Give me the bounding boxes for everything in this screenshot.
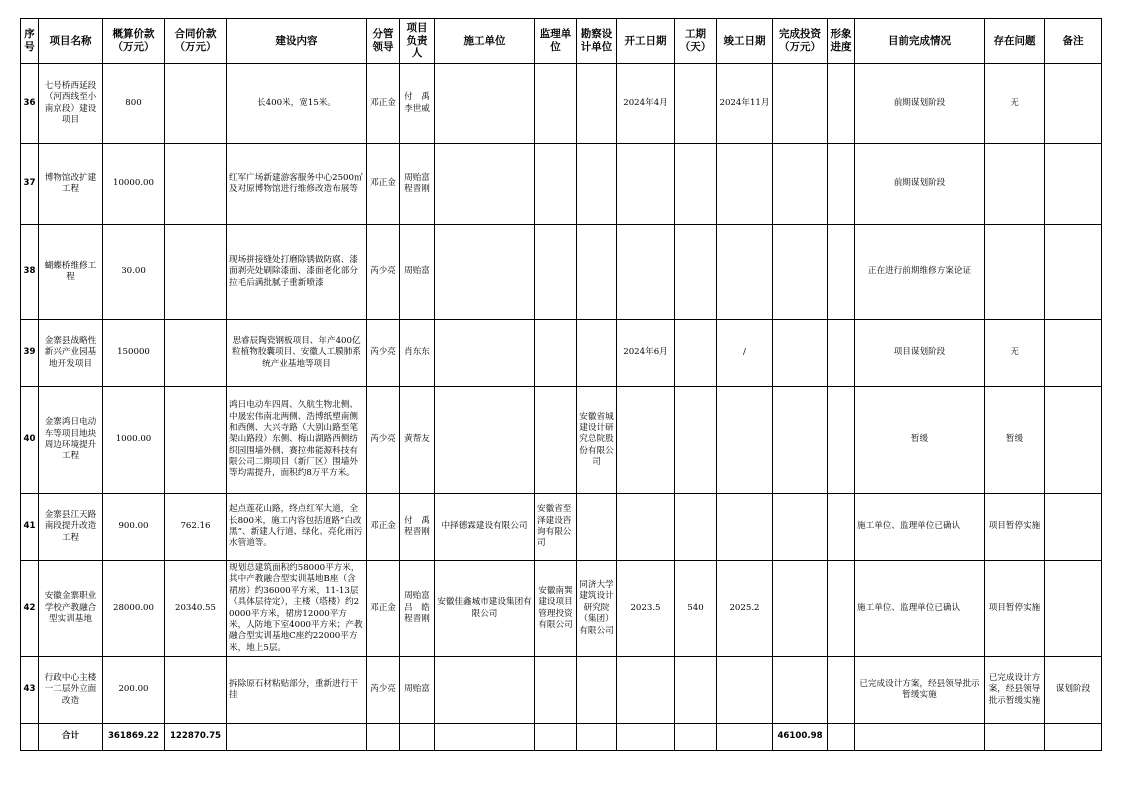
cell-budget: 900.00 [103,494,165,561]
cell-duration [675,320,717,387]
cell-budget: 10000.00 [103,144,165,225]
table-row [21,225,1102,320]
cell-budget: 200.00 [103,657,165,724]
cell-surveyor [577,657,617,724]
cell-status: 前期谋划阶段 [855,144,985,225]
cell-finish [717,657,773,724]
cell-invested [773,320,828,387]
cell-start: 2023.5 [617,561,675,657]
cell-remarks [1045,225,1102,320]
cell-budget: 1000.00 [103,387,165,494]
cell-seq: 42 [21,561,39,657]
cell-status: 暂缓 [855,387,985,494]
cell-duration [675,657,717,724]
table-row [21,144,1102,225]
cell-budget: 800 [103,64,165,144]
header-surveyor: 勘察设计单位 [577,19,617,64]
cell-name: 安徽金寨职业学校产教融合型实训基地 [39,561,103,657]
cell-duration [675,494,717,561]
total-contract: 122870.75 [165,724,227,751]
table-row [21,387,1102,494]
cell-progress [828,320,855,387]
cell-owner: 周贻富 吕 皓 程晋刚 [400,561,435,657]
table-row [21,657,1102,724]
cell-issues: 已完成设计方案，经县领导批示暂缓实施 [985,657,1045,724]
cell-seq: 40 [21,387,39,494]
cell-progress [828,494,855,561]
cell-owner [400,724,435,751]
header-name: 项目名称 [39,19,103,64]
cell-finish [717,225,773,320]
cell-duration [675,225,717,320]
cell-builder [435,387,535,494]
cell-status [855,724,985,751]
cell-name: 行政中心主楼一二层外立面改造 [39,657,103,724]
cell-progress [828,144,855,225]
cell-contract [165,64,227,144]
cell-contract: 762.16 [165,494,227,561]
total-label: 合计 [39,724,103,751]
cell-contract [165,387,227,494]
project-table [20,18,1102,751]
cell-owner: 周贻富 程晋刚 [400,144,435,225]
cell-status: 正在进行前期维修方案论证 [855,225,985,320]
cell-surveyor: 安徽省城建设计研究总院股份有限公司 [577,387,617,494]
cell-contract [165,225,227,320]
cell-contract [165,144,227,225]
cell-finish [717,387,773,494]
cell-issues: 暂缓 [985,387,1045,494]
cell-duration [675,387,717,494]
cell-remarks [1045,724,1102,751]
cell-status: 施工单位、监理单位已确认 [855,561,985,657]
cell-duration [675,144,717,225]
cell-remarks [1045,494,1102,561]
cell-name: 博物馆改扩建工程 [39,144,103,225]
cell-owner: 付 禹 李世威 [400,64,435,144]
header-budget: 概算价款（万元） [103,19,165,64]
header-leader: 分管领导 [367,19,400,64]
cell-contract [165,320,227,387]
header-duration: 工期（天） [675,19,717,64]
cell-surveyor [577,724,617,751]
cell-builder [435,724,535,751]
cell-seq: 36 [21,64,39,144]
cell-duration [675,724,717,751]
cell-supervisor [535,225,577,320]
header-issues: 存在问题 [985,19,1045,64]
cell-owner: 肖东东 [400,320,435,387]
cell-issues: 项目暂停实施 [985,561,1045,657]
cell-start [617,494,675,561]
cell-leader [367,724,400,751]
cell-builder [435,225,535,320]
cell-invested [773,225,828,320]
cell-invested [773,494,828,561]
cell-start [617,724,675,751]
cell-contract [165,657,227,724]
cell-budget: 150000 [103,320,165,387]
cell-name: 七号桥西延段（河西线至小南京段）建设项目 [39,64,103,144]
cell-leader: 芮少亮 [367,225,400,320]
cell-start: 2024年6月 [617,320,675,387]
cell-leader: 邓正金 [367,561,400,657]
cell-start [617,225,675,320]
header-builder: 施工单位 [435,19,535,64]
header-row [21,19,1102,64]
cell-content: 起点莲花山路，终点红军大道，全长800米，施工内容包括道路“白改黑”、新建人行道、绿化、亮化雨污水管道等。 [227,494,367,561]
cell-invested [773,144,828,225]
total-budget: 361869.22 [103,724,165,751]
cell-issues [985,225,1045,320]
cell-builder [435,320,535,387]
cell-remarks [1045,561,1102,657]
cell-surveyor [577,144,617,225]
header-finish: 竣工日期 [717,19,773,64]
cell-supervisor [535,657,577,724]
cell-supervisor [535,144,577,225]
cell-owner: 周贻富 [400,657,435,724]
cell-builder [435,64,535,144]
header-content: 建设内容 [227,19,367,64]
header-status: 目前完成情况 [855,19,985,64]
cell-owner: 周贻富 [400,225,435,320]
cell-seq: 43 [21,657,39,724]
total-row [21,724,1102,751]
cell-budget: 30.00 [103,225,165,320]
cell-invested [773,657,828,724]
header-supervisor: 监理单位 [535,19,577,64]
cell-supervisor: 安徽南巽建设项目管理投资有限公司 [535,561,577,657]
cell-owner: 付 禹 程晋刚 [400,494,435,561]
table-row [21,494,1102,561]
cell-start [617,144,675,225]
cell-status: 已完成设计方案，经县领导批示暂缓实施 [855,657,985,724]
cell-supervisor [535,64,577,144]
cell-content: 现场拼接缝处打磨除锈做防腐、漆面剥壳处刷除漆面、漆面老化部分拉毛后满批腻子重新喷漆 [227,225,367,320]
cell-finish [717,144,773,225]
cell-start [617,657,675,724]
header-remarks: 备注 [1045,19,1102,64]
cell-finish: 2025.2 [717,561,773,657]
cell-finish: / [717,320,773,387]
cell-builder: 安徽佳鑫城市建设集团有限公司 [435,561,535,657]
cell-status: 施工单位、监理单位已确认 [855,494,985,561]
cell-contract: 20340.55 [165,561,227,657]
cell-progress [828,64,855,144]
cell-budget: 28000.00 [103,561,165,657]
cell-seq: 39 [21,320,39,387]
cell-builder: 中择德霖建设有限公司 [435,494,535,561]
cell-seq: 41 [21,494,39,561]
cell-invested [773,387,828,494]
cell-issues [985,724,1045,751]
cell-duration [675,64,717,144]
table-row [21,320,1102,387]
cell-leader: 芮少亮 [367,320,400,387]
cell-remarks: 谋划阶段 [1045,657,1102,724]
cell-builder [435,657,535,724]
cell-status: 前期谋划阶段 [855,64,985,144]
cell-finish [717,724,773,751]
cell-content: 鸿日电动车四周、久航生物北侧、中晟宏伟南北两侧、浩博纸塑南侧和西侧、大兴寺路（大别山路至笔架山路段）东侧、梅山湖路西侧纺织园围墙外侧、赛拉弗能源科技有限公司二期项目（新厂区）围墙外等均需提升，面积约8万平方米。 [227,387,367,494]
cell-remarks [1045,387,1102,494]
cell-progress [828,225,855,320]
cell-issues: 项目暂停实施 [985,494,1045,561]
cell-start: 2024年4月 [617,64,675,144]
cell-supervisor [535,387,577,494]
cell-invested [773,64,828,144]
cell-content: 长400米，宽15米。 [227,64,367,144]
cell-supervisor [535,320,577,387]
header-seq: 序号 [21,19,39,64]
table-row [21,64,1102,144]
cell-surveyor: 同济大学建筑设计研究院（集团）有限公司 [577,561,617,657]
cell-leader: 邓正金 [367,494,400,561]
cell-status: 项目谋划阶段 [855,320,985,387]
cell-content: 拆除原石材粘贴部分，重新进行干挂 [227,657,367,724]
cell-surveyor [577,225,617,320]
cell-seq [21,724,39,751]
cell-content [227,724,367,751]
cell-remarks [1045,64,1102,144]
cell-progress [828,657,855,724]
cell-seq: 38 [21,225,39,320]
cell-leader: 芮少亮 [367,387,400,494]
cell-surveyor [577,320,617,387]
cell-builder [435,144,535,225]
cell-issues: 无 [985,320,1045,387]
cell-progress [828,724,855,751]
cell-start [617,387,675,494]
cell-owner: 黄帮友 [400,387,435,494]
cell-surveyor [577,494,617,561]
cell-name: 蝴蝶桥维修工程 [39,225,103,320]
cell-name: 金寨县江天路南段提升改造工程 [39,494,103,561]
cell-content: 规划总建筑面积约58000平方米，其中产教融合型实训基地B座（含裙房）约36000平方米，11-13层（具体层待定），主楼（塔楼）约20000平方米，裙房12000平方米，人防地下室4000平方米；产教融合型实训基地C座约22000平方米，地上5层。 [227,561,367,657]
cell-leader: 芮少亮 [367,657,400,724]
cell-leader: 邓正金 [367,144,400,225]
total-invested: 46100.98 [773,724,828,751]
cell-issues: 无 [985,64,1045,144]
cell-leader: 邓正金 [367,64,400,144]
cell-supervisor: 安徽省至泽建设咨询有限公司 [535,494,577,561]
cell-supervisor [535,724,577,751]
cell-surveyor [577,64,617,144]
cell-name: 金寨县战略性新兴产业园基地开发项目 [39,320,103,387]
header-start: 开工日期 [617,19,675,64]
table-row [21,561,1102,657]
cell-finish [717,494,773,561]
cell-invested [773,561,828,657]
cell-seq: 37 [21,144,39,225]
cell-content: 红军广场新建游客服务中心2500㎡及对原博物馆进行维修改造布展等 [227,144,367,225]
header-invested: 完成投资（万元） [773,19,828,64]
cell-finish: 2024年11月 [717,64,773,144]
header-progress: 形象进度 [828,19,855,64]
cell-progress [828,561,855,657]
cell-remarks [1045,144,1102,225]
header-owner: 项目负责人 [400,19,435,64]
cell-name: 金寨鸿日电动车等项目地块周边环境提升工程 [39,387,103,494]
cell-duration: 540 [675,561,717,657]
header-contract: 合同价款（万元） [165,19,227,64]
cell-issues [985,144,1045,225]
cell-content: 思睿辰陶瓷钢板项目、年产400亿粒植物胶囊项目、安徽人工膜肺系统产业基地等项目 [227,320,367,387]
cell-remarks [1045,320,1102,387]
cell-progress [828,387,855,494]
